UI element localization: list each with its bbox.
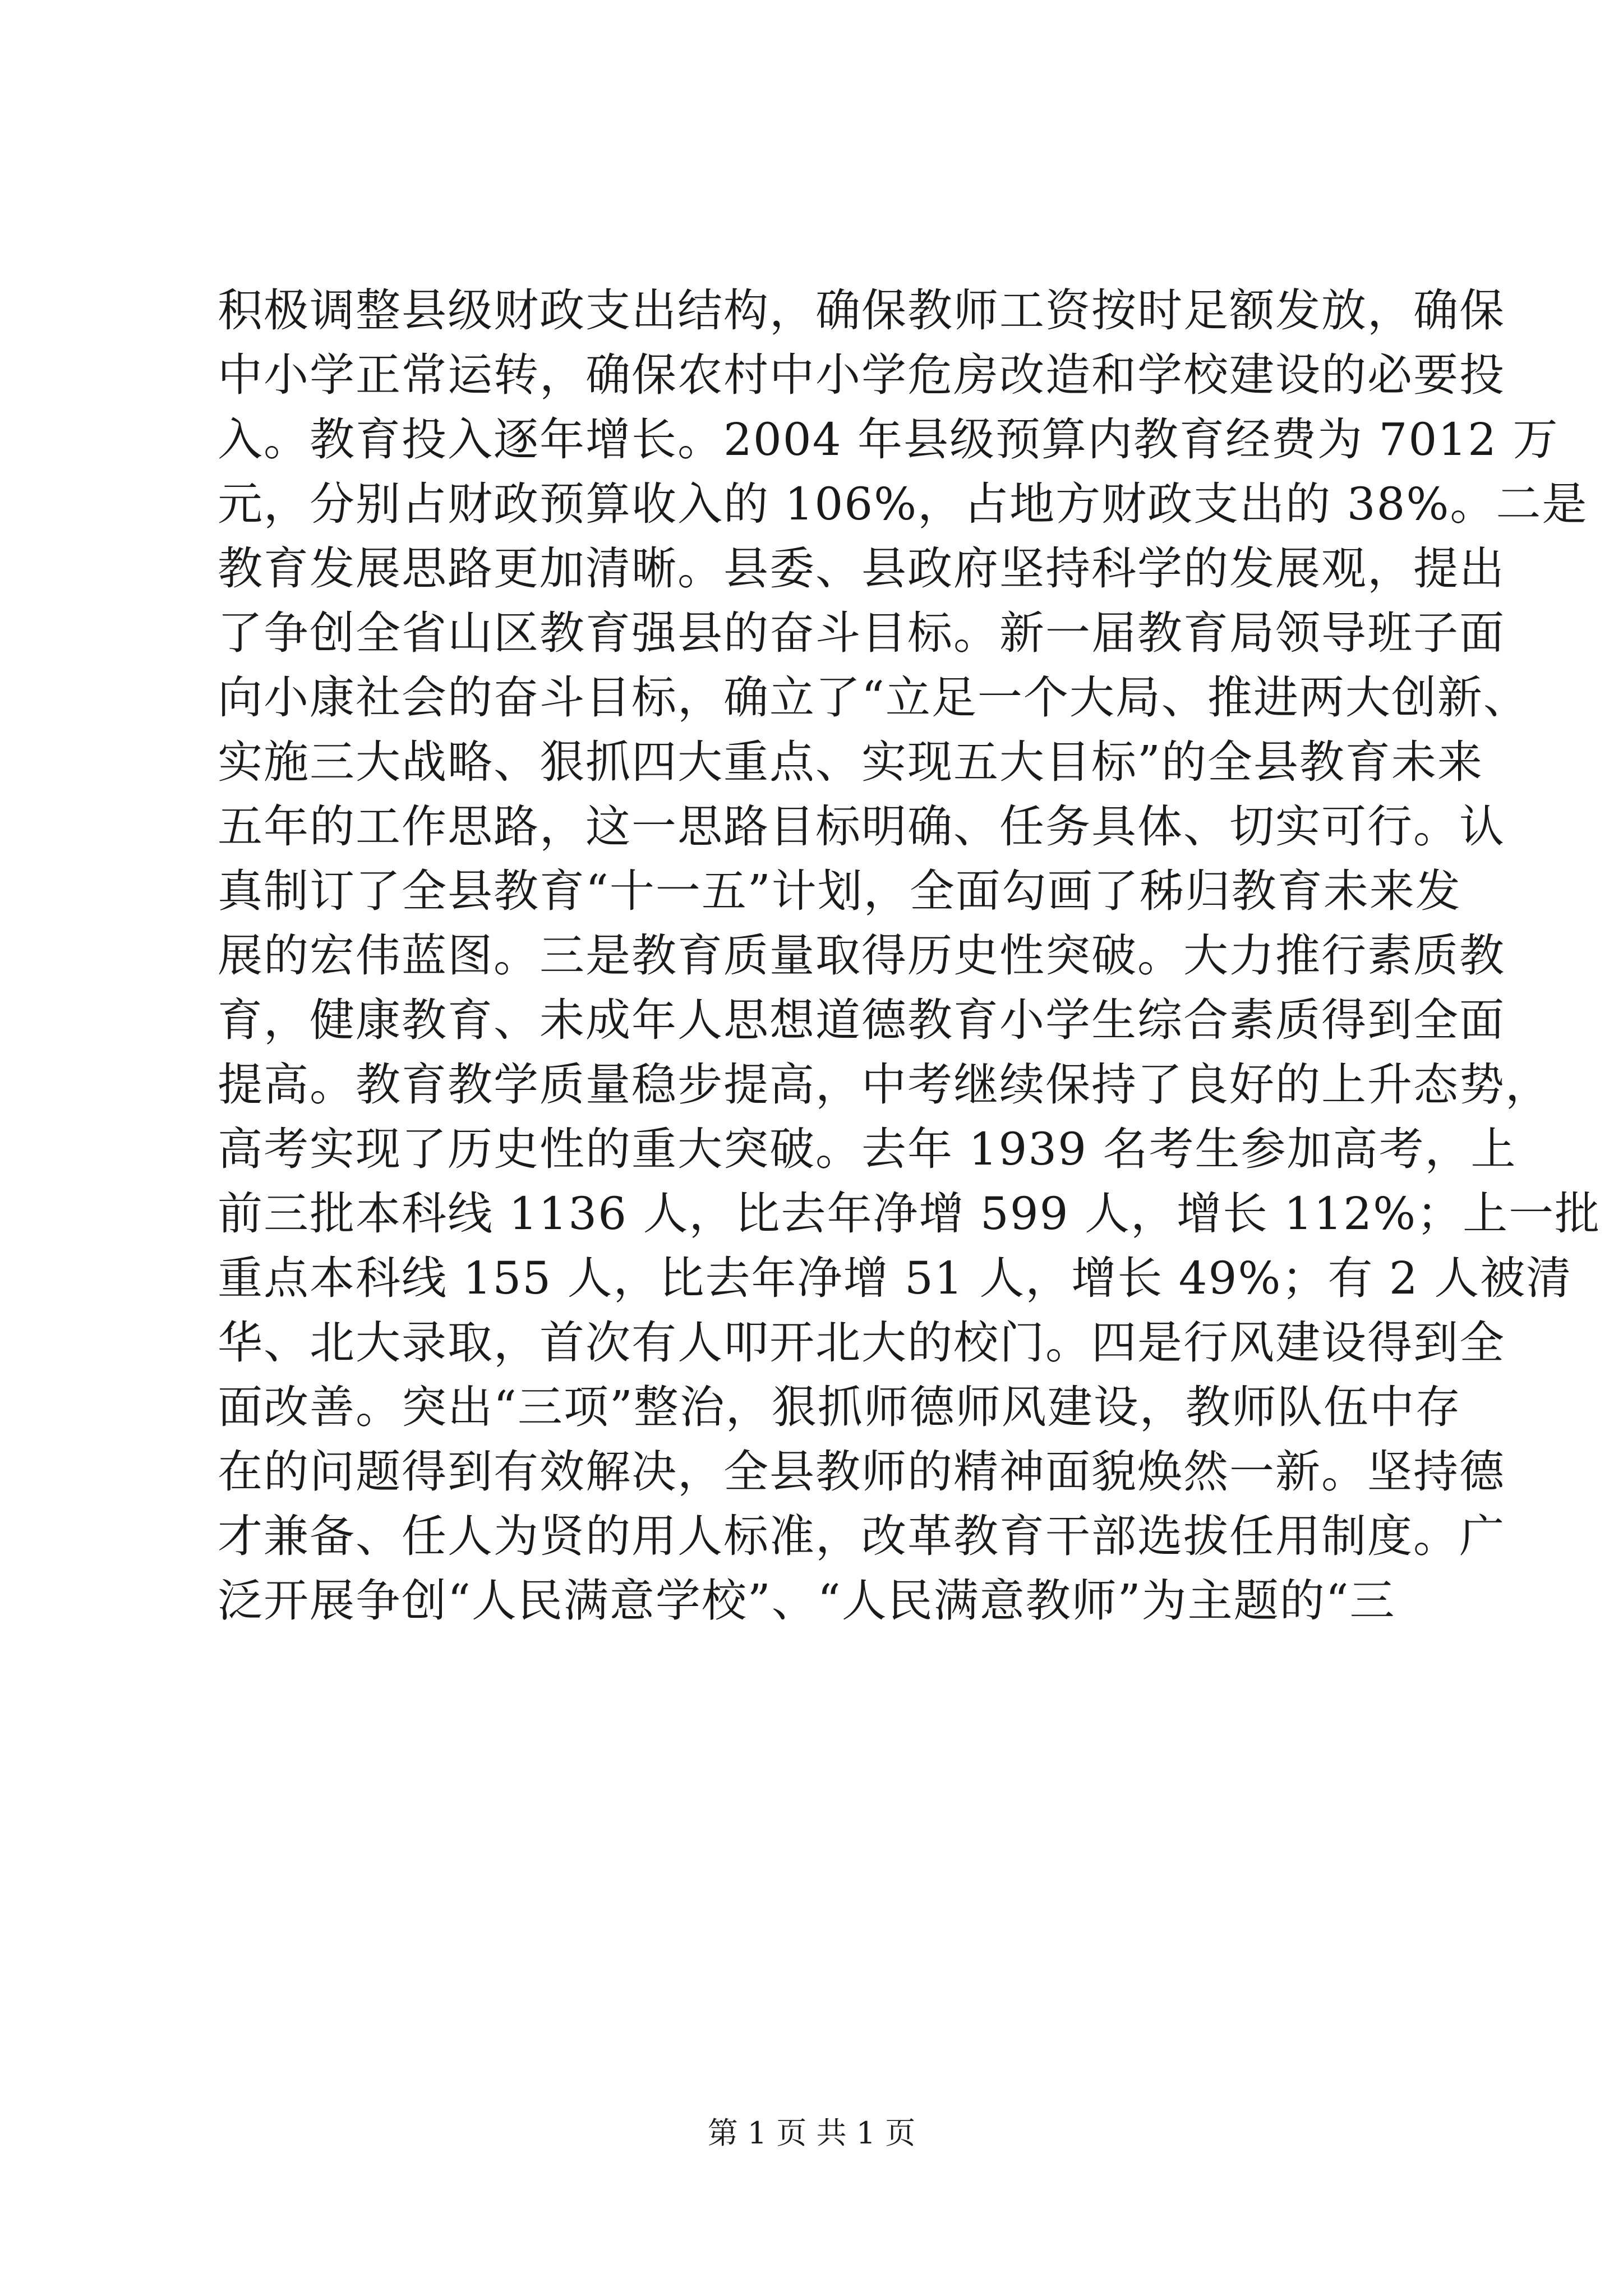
text-line-6: 了争创全省山区教育强县的奋斗目标。新一届教育局领导班子面 (218, 607, 1505, 659)
page-number-label: 第 1 页 共 1 页 (707, 2115, 916, 2151)
text-line-19: 在的问题得到有效解决，全县教师的精神面貌焕然一新。坚持德 (218, 1446, 1505, 1498)
text-line-3: 入。教育投入逐年增长。2004 年县级预算内教育经费为 7012 万 (218, 413, 1559, 466)
page-footer (0, 2114, 1623, 2153)
body-text (218, 278, 1601, 1633)
text-line-2: 中小学正常运转，确保农村中小学危房改造和学校建设的必要投 (218, 349, 1505, 401)
text-line-4: 元，分别占财政预算收入的 106%，占地方财政支出的 38%。二是 (218, 478, 1588, 530)
text-line-10: 真制订了全县教育“十一五”计划，全面勾画了秭归教育未来发 (218, 865, 1461, 917)
text-line-18: 面改善。突出“三项”整治，狠抓师德师风建设，教师队伍中存 (218, 1381, 1461, 1433)
text-line-17: 华、北大录取，首次有人叩开北大的校门。四是行风建设得到全 (218, 1317, 1505, 1369)
text-line-1: 积极调整县级财政支出结构，确保教师工资按时足额发放，确保 (218, 284, 1505, 337)
text-line-11: 展的宏伟蓝图。三是教育质量取得历史性突破。大力推行素质教 (218, 930, 1505, 982)
text-line-8: 实施三大战略、狠抓四大重点、实现五大目标”的全县教育未来 (218, 736, 1483, 788)
text-line-12: 育，健康教育、未成年人思想道德教育小学生综合素质得到全面 (218, 994, 1505, 1046)
text-line-21: 泛开展争创“人民满意学校”、“人民满意教师”为主题的“三 (218, 1575, 1396, 1627)
text-line-16: 重点本科线 155 人，比去年净增 51 人，增长 49%；有 2 人被清 (218, 1252, 1573, 1304)
text-line-9: 五年的工作思路，这一思路目标明确、任务具体、切实可行。认 (218, 800, 1505, 853)
text-line-13: 提高。教育教学质量稳步提高，中考继续保持了良好的上升态势， (218, 1059, 1551, 1111)
text-line-7: 向小康社会的奋斗目标，确立了“立足一个大局、推进两大创新、 (218, 671, 1529, 724)
text-line-5: 教育发展思路更加清晰。县委、县政府坚持科学的发展观，提出 (218, 542, 1505, 595)
text-line-20: 才兼备、任人为贤的用人标准，改革教育干部选拔任用制度。广 (218, 1510, 1505, 1562)
text-line-14: 高考实现了历史性的重大突破。去年 1939 名考生参加高考，上 (218, 1123, 1517, 1175)
text-line-15: 前三批本科线 1136 人，比去年净增 599 人，增长 112%；上一批 (218, 1188, 1601, 1240)
